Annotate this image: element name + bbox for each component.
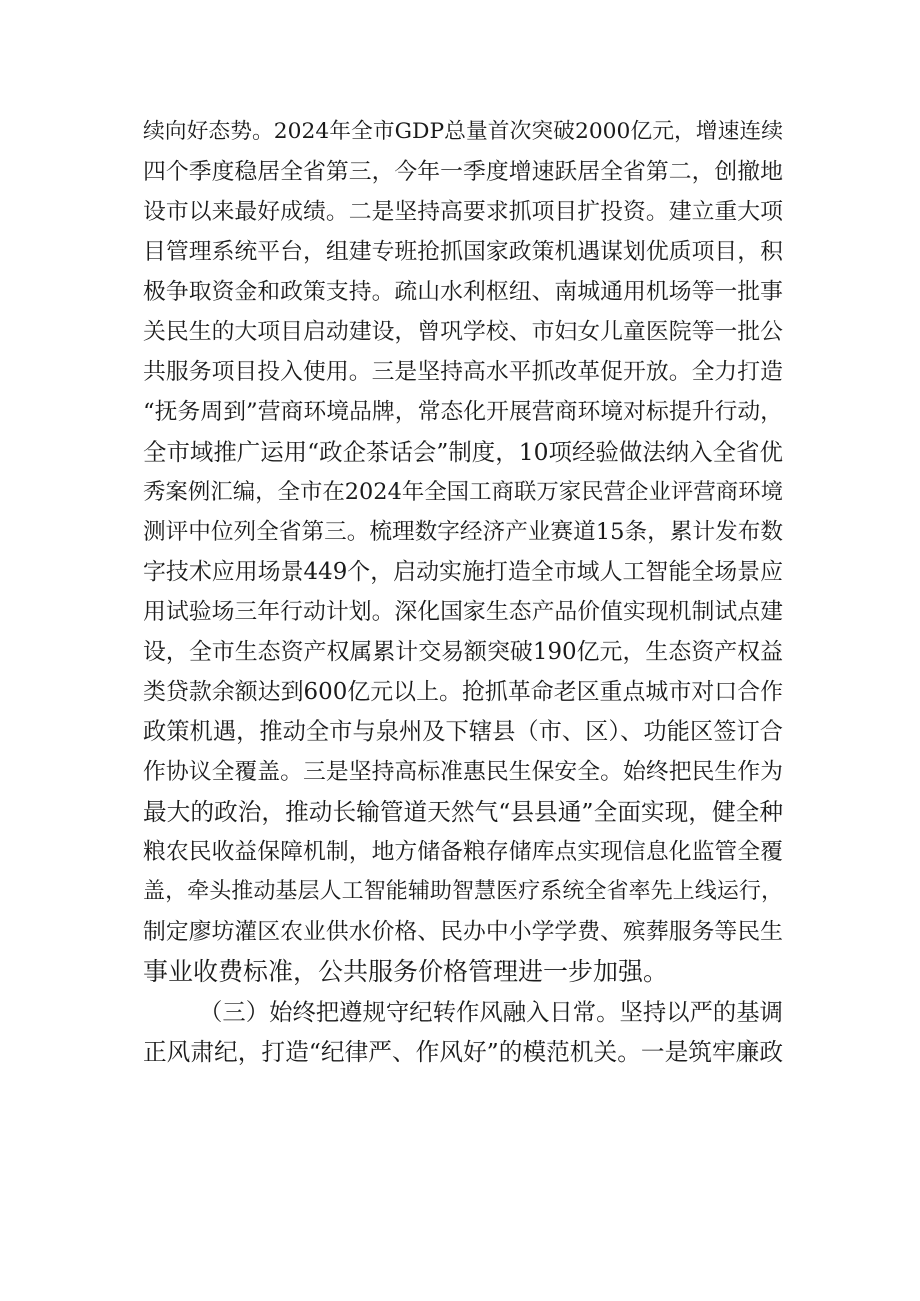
paragraph-last-line: 事业收费标准，公共服务价格管理进一步加强。 xyxy=(143,957,669,986)
text-line: 关民生的大项目启动建设，曾巩学校、市妇女儿童医院等一批公 xyxy=(143,319,783,345)
text-line: 粮农民收益保障机制，地方储备粮存储库点实现信息化监管全覆 xyxy=(143,839,783,865)
text-line: 测评中位列全省第三。梳理数字经济产业赛道15条，累计发布数 xyxy=(143,519,783,545)
text-line: 极争取资金和政策支持。疏山水利枢纽、南城通用机场等一批事 xyxy=(143,279,783,305)
text-line: 最大的政治，推动长输管道天然气“县县通”全面实现，健全种 xyxy=(143,798,783,826)
text-line: 字技术应用场景449个，启动实施打造全市域人工智能全场景应 xyxy=(143,559,783,585)
body-text xyxy=(143,112,783,1072)
text-line: “抚务周到”营商环境品牌，常态化开展营商环境对标提升行动， xyxy=(143,399,783,425)
text-line: 正风肃纪，打造“纪律严、作风好”的模范机关。一是筑牢廉政 xyxy=(143,1038,783,1066)
text-line: 共服务项目投入使用。三是坚持高水平抓改革促开放。全力打造 xyxy=(143,359,783,385)
text-line: 用试验场三年行动计划。深化国家生态产品价值实现机制试点建 xyxy=(143,599,783,625)
text-line: 设市以来最好成绩。二是坚持高要求抓项目扩投资。建立重大项 xyxy=(143,199,783,225)
text-line: 全市域推广运用“政企茶话会”制度，10项经验做法纳入全省优 xyxy=(143,438,783,466)
text-line: 作协议全覆盖。三是坚持高标准惠民生保安全。始终把民生作为 xyxy=(143,759,783,785)
text-line: 制定廖坊灌区农业供水价格、民办中小学学费、殡葬服务等民生 xyxy=(143,919,783,945)
text-line: 类贷款余额达到600亿元以上。抢抓革命老区重点城市对口合作 xyxy=(143,679,783,705)
text-line: 设，全市生态资产权属累计交易额突破190亿元，生态资产权益 xyxy=(143,639,783,665)
text-line: 四个季度稳居全省第三，今年一季度增速跃居全省第二，创撤地 xyxy=(143,159,783,185)
text-line: 政策机遇，推动全市与泉州及下辖县（市、区）、功能区签订合 xyxy=(143,718,783,745)
text-line: 续向好态势。2024年全市GDP总量首次突破2000亿元，增速连续 xyxy=(143,119,783,144)
text-line: 目管理系统平台，组建专班抢抓国家政策机遇谋划优质项目，积 xyxy=(143,239,783,265)
text-line: 盖，牵头推动基层人工智能辅助智慧医疗系统全省率先上线运行， xyxy=(143,879,783,904)
section-heading-line: （三）始终把遵规守纪转作风融入日常。坚持以严的基调 xyxy=(199,998,783,1026)
text-line: 秀案例汇编，全市在2024年全国工商联万家民营企业评营商环境 xyxy=(143,479,783,505)
